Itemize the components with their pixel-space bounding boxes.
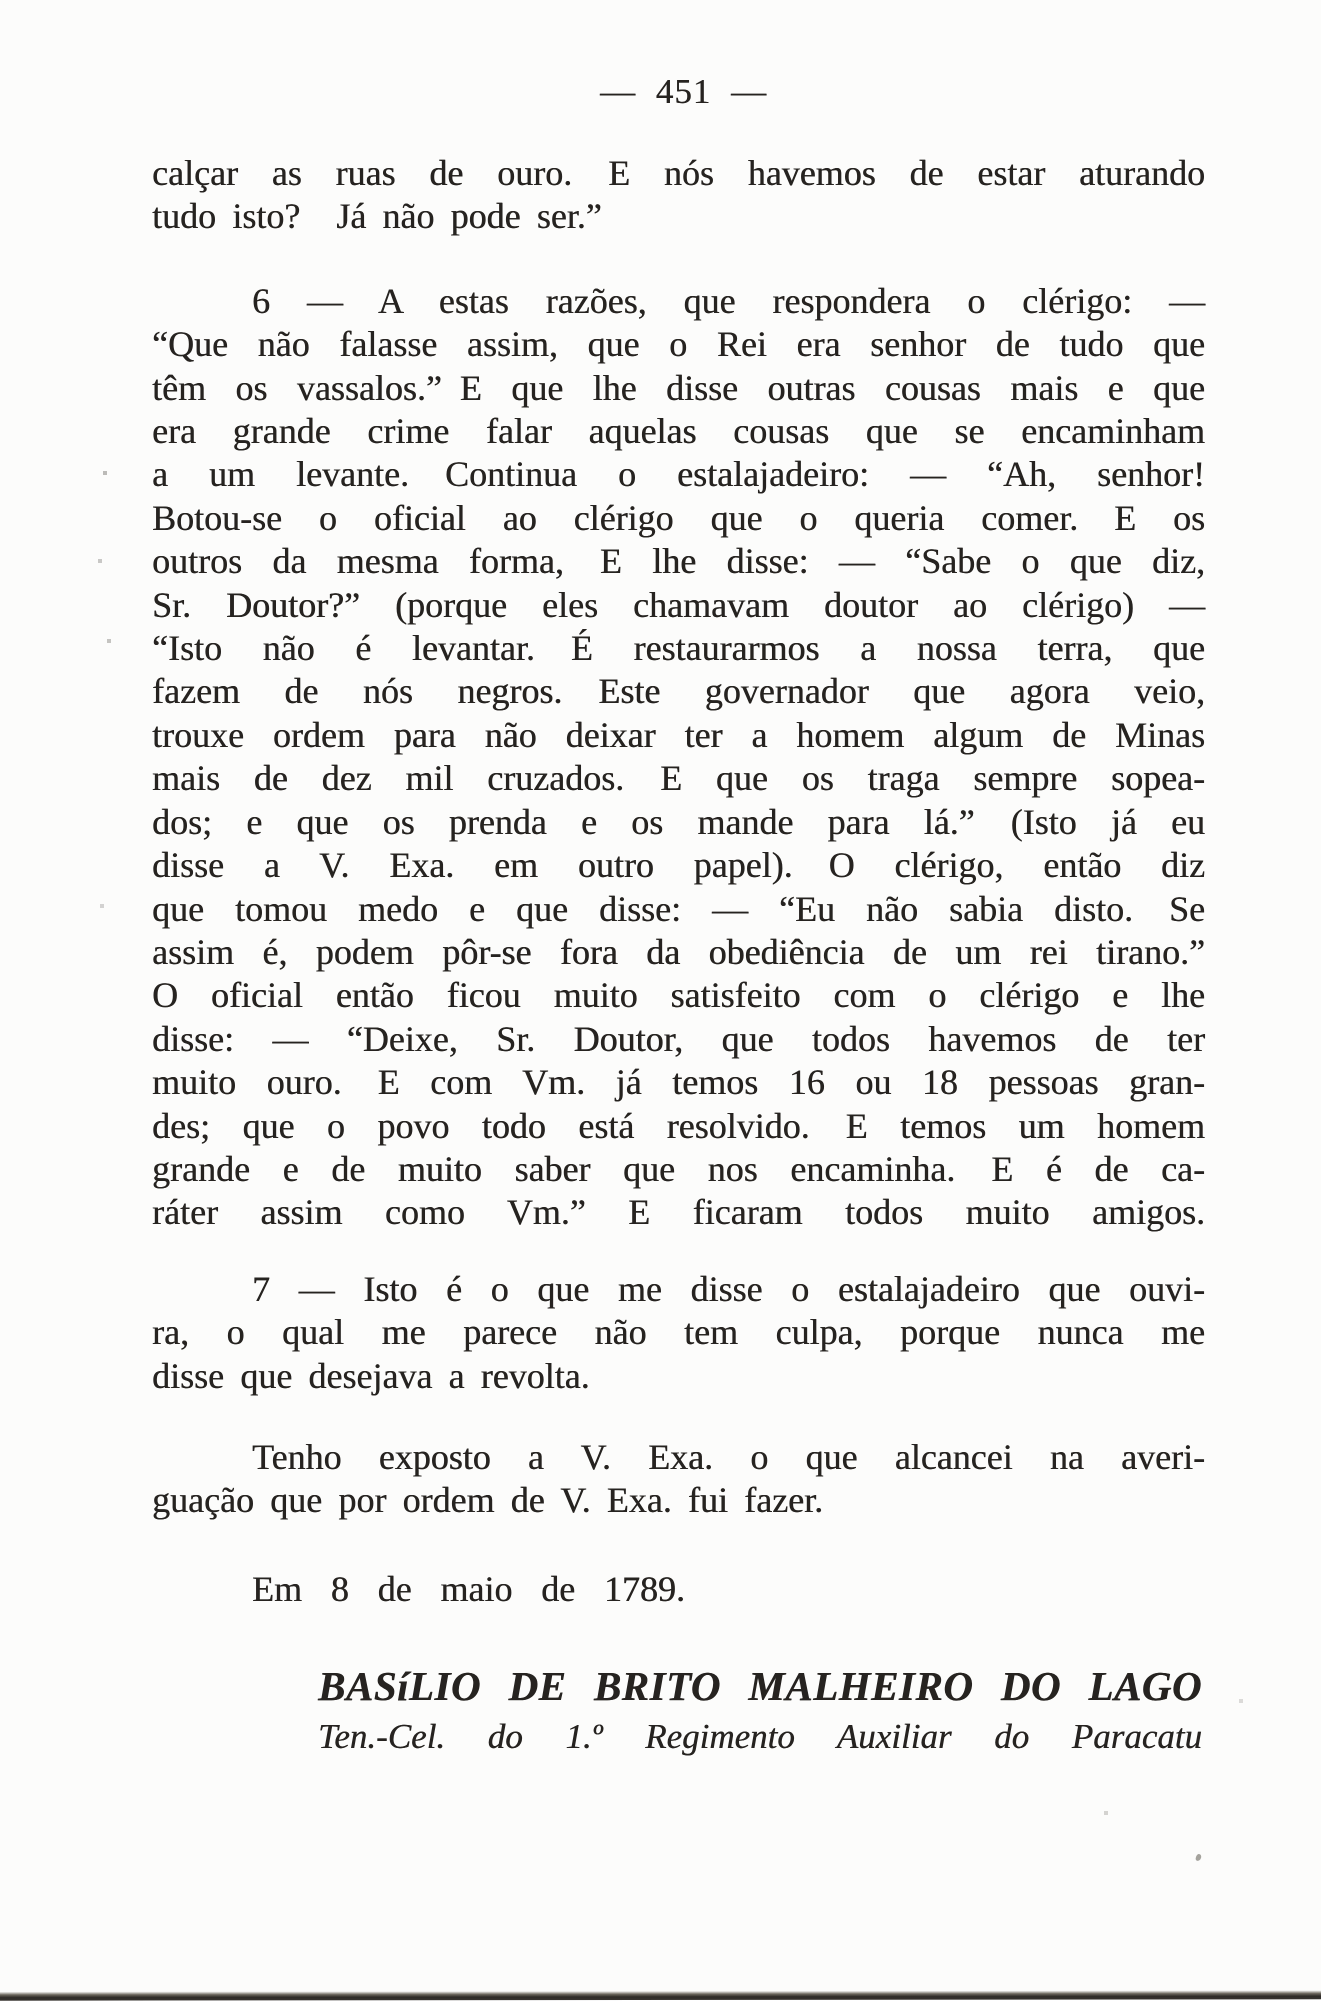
text-line: “Que não falasse assim, que o Rei era senhor de tudo que (152, 324, 1205, 365)
text-line: têm os vassalos.” E que lhe disse outras cousas mais e que (152, 367, 1205, 408)
text-line: mais de dez mil cruzados. E que os traga sempre sopea- (152, 758, 1205, 799)
text-line: disse a V. Exa. em outro papel). O clérigo, então diz (152, 845, 1205, 886)
signature-name: BASíLIO DE BRITO MALHEIRO DO LAGO (318, 1663, 1202, 1710)
text-line: tudo isto? Já não pode ser.” (152, 196, 602, 237)
page-body-text (152, 152, 1205, 1763)
text-line: 6 — A estas razões, que respondera o clérigo: — (252, 280, 1205, 321)
text-line: Em 8 de maio de 1789. (252, 1568, 685, 1609)
text-line: fazem de nós negros. Este governador que agora veio, (152, 671, 1205, 712)
paragraph (152, 1568, 1205, 1611)
scan-edge-bar (0, 1990, 1321, 2000)
text-line: a um levante. Continua o estalajadeiro: — “Ah, senhor! (152, 454, 1205, 495)
text-line: ráter assim como Vm.” E ficaram todos muito amigos. (152, 1192, 1205, 1233)
text-line: trouxe ordem para não deixar ter a homem algum de Minas (152, 714, 1205, 755)
text-line: disse que desejava a revolta. (152, 1355, 590, 1396)
text-line: dos; e que os prenda e os mande para lá.” (Isto já eu (152, 801, 1205, 842)
text-line: “Isto não é levantar. É restaurarmos a nossa terra, que (152, 628, 1205, 669)
text-line: 7 — Isto é o que me disse o estalajadeiro que ouvi- (252, 1268, 1205, 1309)
paragraph (152, 1436, 1205, 1523)
text-line: Botou-se o oficial ao clérigo que o queria comer. E os (152, 497, 1205, 538)
paragraph (152, 280, 1205, 1235)
text-line: que tomou medo e que disse: — “Eu não sabia disto. Se (152, 888, 1205, 929)
text-line: des; que o povo todo está resolvido. E temos um homem (152, 1105, 1205, 1146)
text-line: O oficial então ficou muito satisfeito com o clérigo e lhe (152, 975, 1205, 1016)
text-line: muito ouro. E com Vm. já temos 16 ou 18 pessoas gran- (152, 1062, 1205, 1103)
ink-fleck (1195, 1853, 1202, 1861)
text-line: assim é, podem pôr-se fora da obediência de um rei tirano.” (152, 931, 1205, 972)
text-line: grande e de muito saber que nos encaminha. E é de ca- (152, 1148, 1205, 1189)
paragraph (152, 1268, 1205, 1398)
signature-title: Ten.-Cel. do 1.º Regimento Auxiliar do Paracatu (318, 1717, 1202, 1757)
signature-block (318, 1662, 1202, 1763)
text-line: outros da mesma forma, E lhe disse: — “Sabe o que diz, (152, 541, 1205, 582)
text-line: calçar as ruas de ouro. E nós havemos de estar aturando (152, 153, 1205, 193)
scan-speckles (0, 0, 2, 2)
text-line: era grande crime falar aquelas cousas que se encaminham (152, 411, 1205, 452)
text-line: disse: — “Deixe, Sr. Doutor, que todos havemos de ter (152, 1018, 1205, 1059)
paragraph (152, 152, 1205, 239)
page-number: — 451 — (600, 72, 767, 111)
text-line: guação que por ordem de V. Exa. fui fazer. (152, 1480, 824, 1521)
text-line: ra, o qual me parece não tem culpa, porque nunca me (152, 1312, 1205, 1353)
text-line: Tenho exposto a V. Exa. o que alcancei na averi- (252, 1436, 1205, 1477)
text-line: Sr. Doutor?” (porque eles chamavam doutor ao clérigo) — (152, 584, 1205, 625)
